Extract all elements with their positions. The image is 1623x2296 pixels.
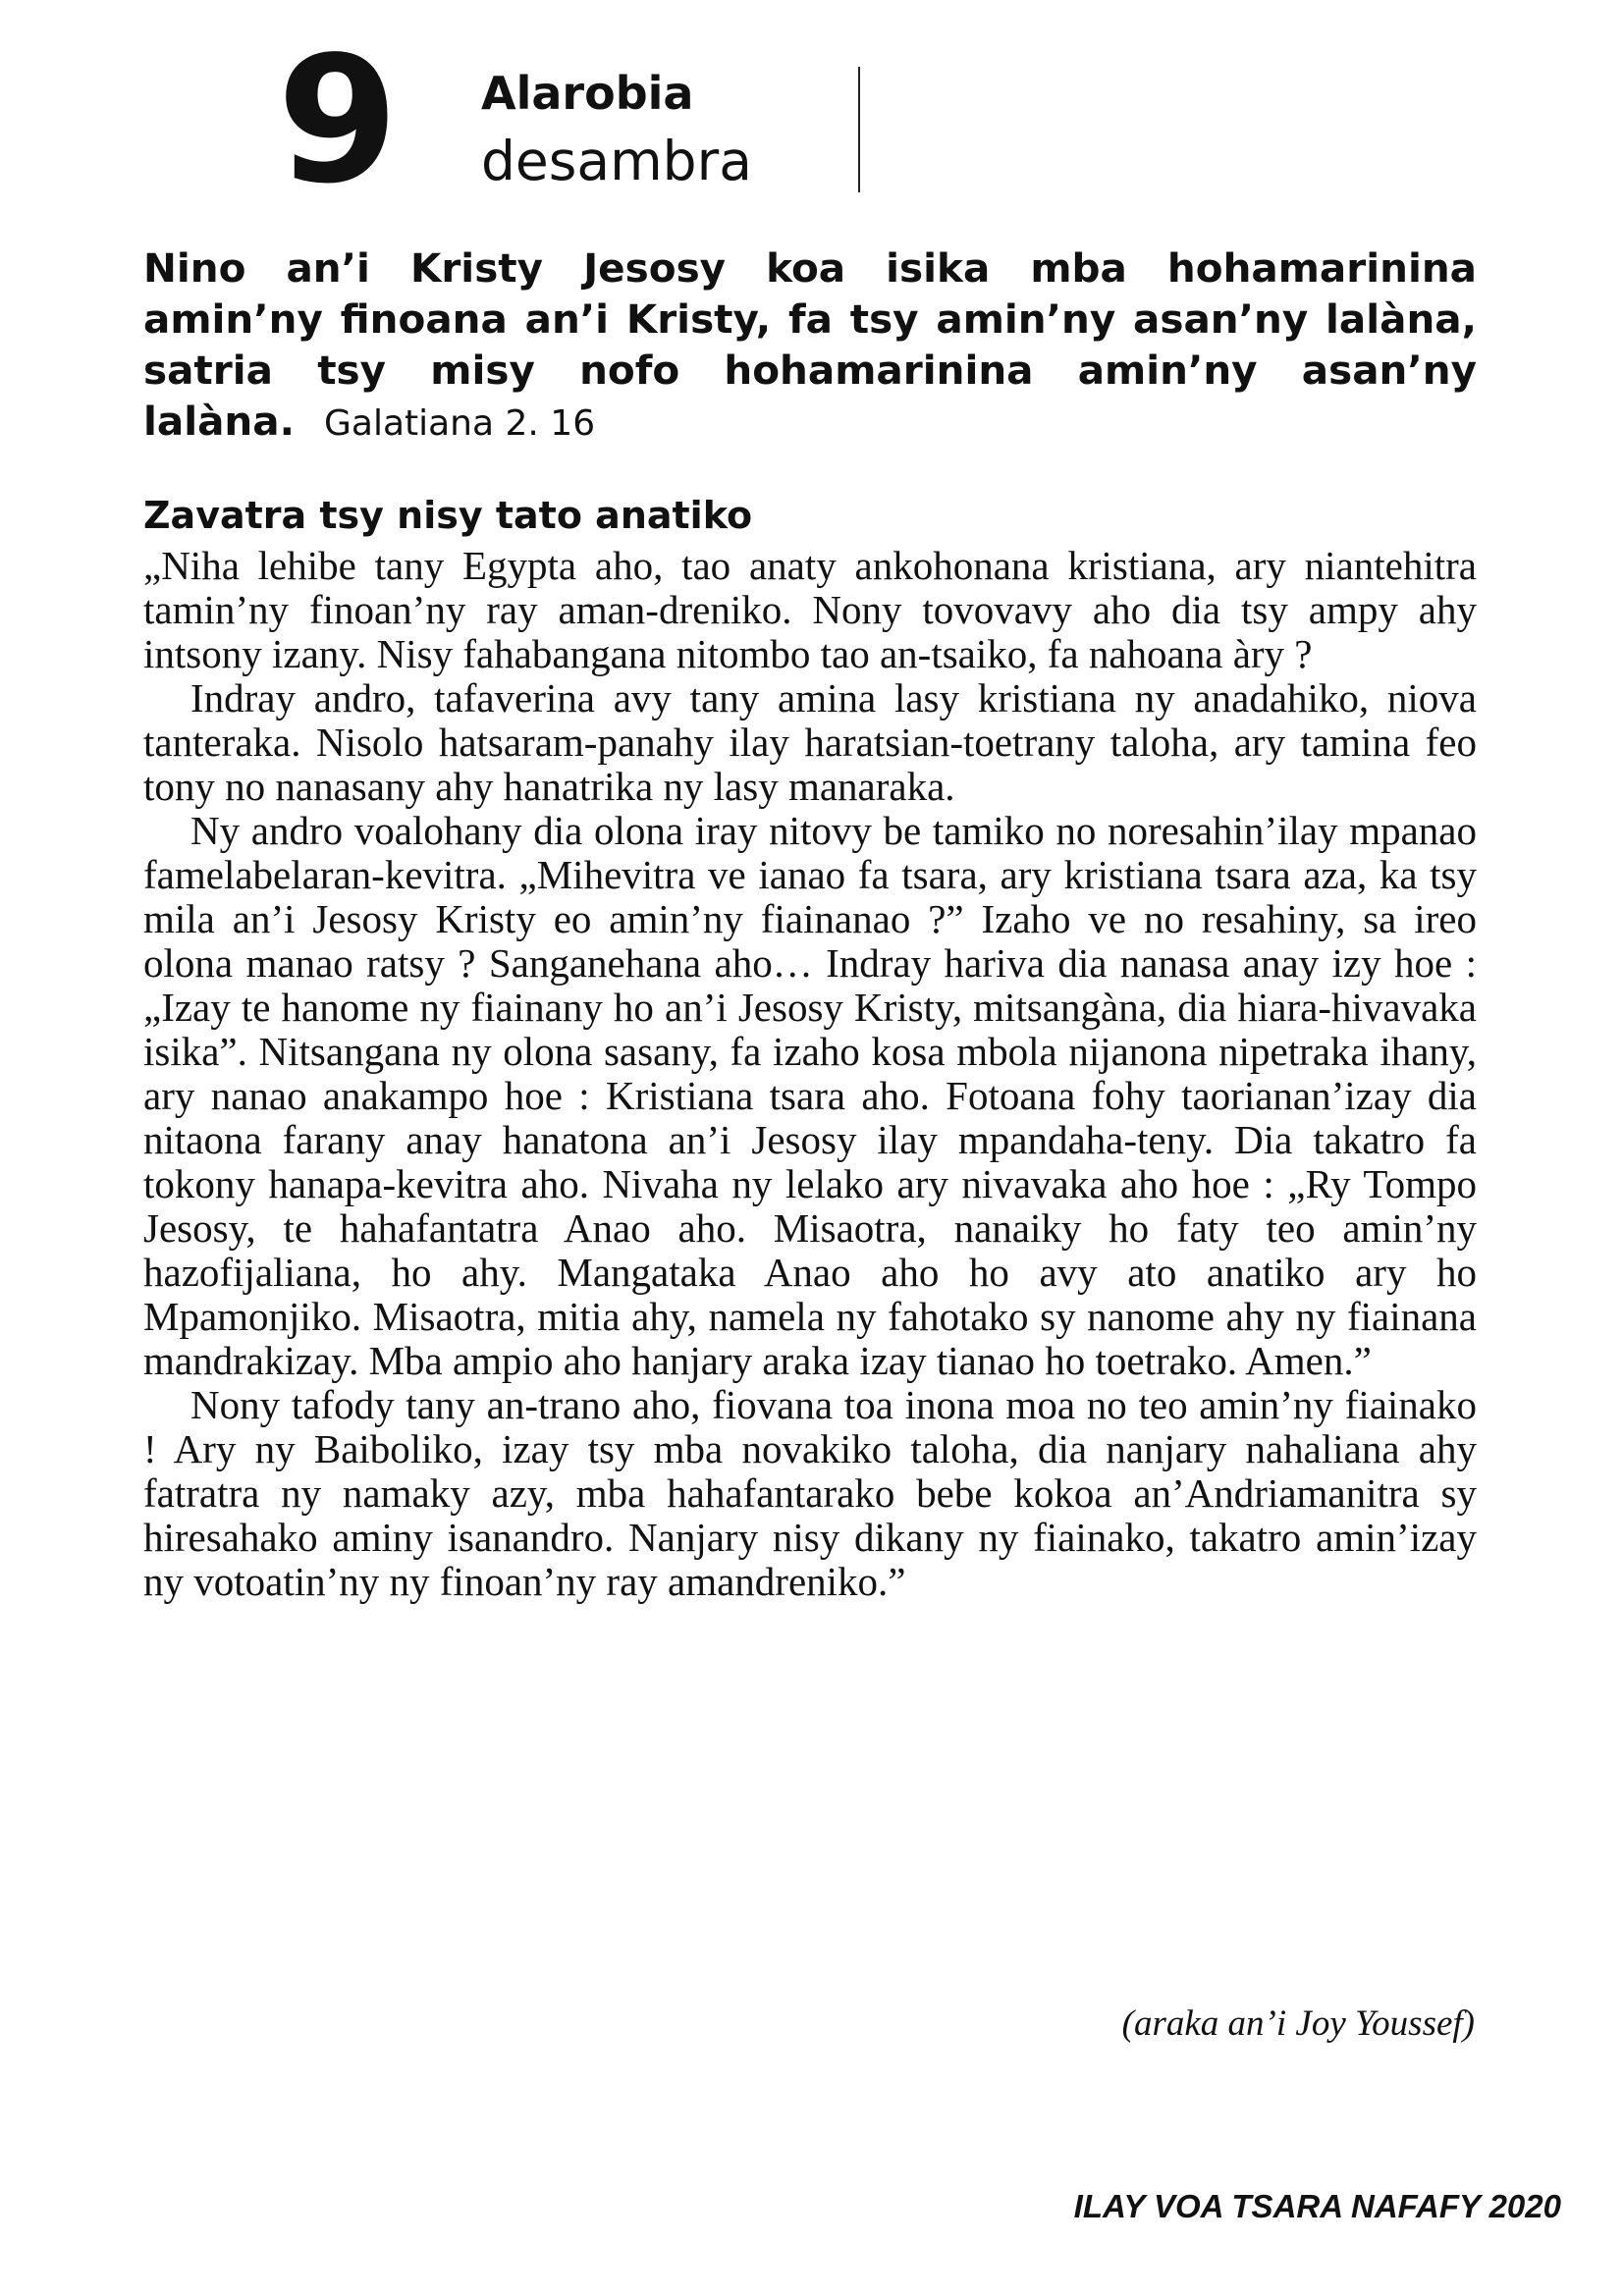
article-heading: Zavatra tsy nisy tato anatiko xyxy=(143,494,753,537)
article-paragraph: „Niha lehibe tany Egypta aho, tao anaty ankohonana kristiana, ary niantehitra tamin’ny finoan’ny ray aman-dreniko. Nony tovovavy aho dia tsy ampy ahy intsony izany. Nisy fahabangana nitombo tao an-tsaiko, fa nahoana àry ? xyxy=(143,543,1477,676)
article-paragraph: Indray andro, tafaverina avy tany amina lasy kristiana ny anadahiko, niova tanteraka. Nisolo hatsaram-panahy ilay haratsian-toetrany taloha, ary tamina feo tony no nanasany ahy hanatrika ny lasy manaraka. xyxy=(143,675,1477,809)
daily-verse xyxy=(143,242,1477,450)
article-paragraph: Nony tafody tany an-trano aho, fiovana toa inona moa no teo amin’ny fiainako ! Ary ny Baiboliko, izay tsy mba novakiko taloha, dia nanjary nahaliana ahy fatratra ny namaky azy, mba hahafantarako bebe kokoa an’Andriamanitra sy hiresahako aminy isanandro. Nanjary nisy dikany ny fiainako, takatro amin’izay ny votoatin’ny ny finoan’ny ray amandreniko.” xyxy=(143,1382,1477,1604)
article-paragraph: Ny andro voalohany dia olona iray nitovy be tamiko no noresahin’ilay mpanao famelabelaran-kevitra. „Mihevitra ve ianao fa tsara, ary kristiana tsara aza, ka tsy mila an’i Jesosy Kristy eo amin’ny fiainanao ?” Izaho ve no resahiny, sa ireo olona manao ratsy ? Sanganehana aho… Indray hariva dia nanasa anay izy hoe : „Izay te hanome ny fiainany ho an’i Jesosy Kristy, mitsangàna, dia hiara-hivavaka isika”. Nitsangana ny olona sasany, fa izaho kosa mbola nijanona nipetraka ihany, ary nanao anakampo hoe : Kristiana tsara aho. Fotoana fohy taorianan’izay dia nitaona farany anay hanatona an’i Jesosy ilay mpandaha-teny. Dia takatro fa tokony hanapa-kevitra aho. Nivaha ny lelako ary nivavaka aho hoe : „Ry Tompo Jesosy, te hahafantatra Anao aho. Misaotra, nanaiky ho faty teo amin’ny hazofijaliana, ho ahy. Mangataka Anao aho ho avy ato anatiko ary ho Mpamonjiko. Misaotra, mitia ahy, namela ny fahotako sy nanome ahy ny fiainana mandrakizay. Mba ampio aho hanjary araka izay tianao ho toetrako. Amen.” xyxy=(143,808,1477,1383)
weekday: Alarobia xyxy=(481,67,694,120)
publication-footer: ILAY VOA TSARA NAFAFY 2020 xyxy=(1073,2188,1561,2224)
verse-reference: Galatiana 2. 16 xyxy=(323,403,596,444)
header-divider xyxy=(858,67,860,192)
month: desambra xyxy=(481,130,752,192)
article-attribution: (araka an’i Joy Youssef) xyxy=(1121,2003,1475,2044)
verse-text: Nino an’i Kristy Jesosy koa isika mba hohamarinina amin’ny finoana an’i Kristy, fa tsy amin’ny asan’ny lalàna, satria tsy misy nofo hohamarinina amin’ny asan’ny lalàna. xyxy=(143,244,1477,445)
article-body xyxy=(143,544,1477,1604)
date-header xyxy=(277,19,866,222)
day-number: 9 xyxy=(277,19,395,222)
